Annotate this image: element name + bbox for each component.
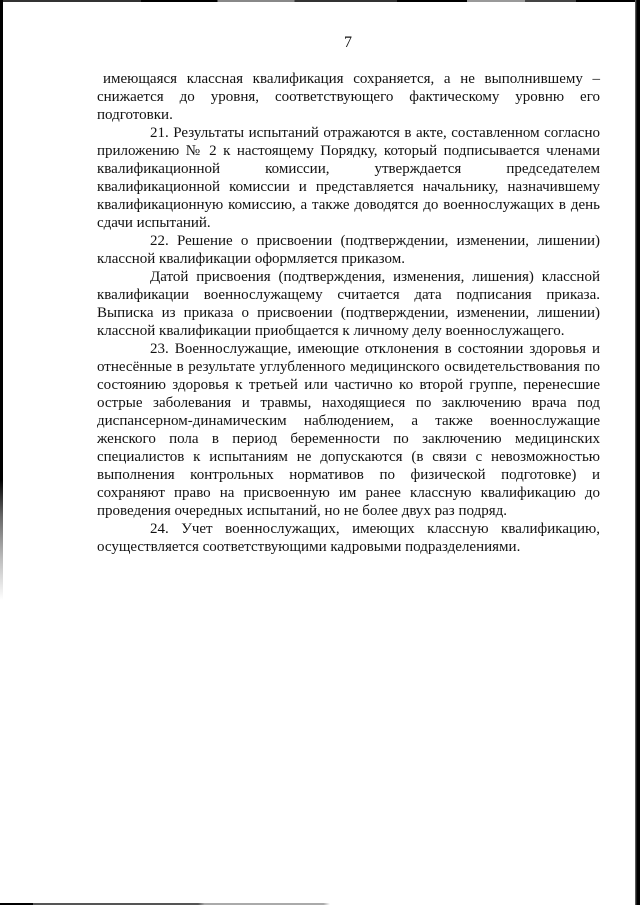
paragraph-continuation: имеющаяся классная квалификация сохраняется, а не выполнившему –снижается до уровня, соответствующего фактическому уровню его подготовки. xyxy=(97,71,600,123)
scan-edge-top xyxy=(0,0,640,2)
paragraph-22: 22. Решение о присвоении (подтверждении, изменении, лишении) классной квалификации оформляется приказом. xyxy=(97,233,600,267)
paragraph-24: 24. Учет военнослужащих, имеющих классную квалификацию, осуществляется соответствующими кадровыми подразделениями. xyxy=(97,521,600,555)
document-body xyxy=(97,70,600,556)
scan-edge-left xyxy=(0,0,3,600)
scan-edge-right xyxy=(635,0,640,905)
page-number: 7 xyxy=(344,34,352,51)
paragraph-23: 23. Военнослужащие, имеющие отклонения в состоянии здоровья и отнесённые в результате углубленного медицинского освидетельствования по состоянию здоровья к третьей или частично ко второй группе, перенесшие острые заболевания и травмы, находящиеся по заключению врача под диспансерном-динамическим наблюдением, а также военнослужащие женского пола в период беременности по заключению медицинских специалистов к испытаниям не допускаются (в связи с невозможностью выполнения контрольных нормативов по физической подготовке) и сохраняют право на присвоенную им ранее классную квалификацию до проведения очередных испытаний, но не более двух раз подряд. xyxy=(97,341,600,519)
paragraph-21: 21. Результаты испытаний отражаются в акте, составленном согласно приложению № 2 к настоящему Порядку, который подписывается членами квалификационной комиссии, утверждается председателем квалификационной комиссии и представляется начальнику, назначившему квалификационную комиссию, а также доводятся до военнослужащих в день сдачи испытаний. xyxy=(97,125,600,231)
paragraph-22-date: Датой присвоения (подтверждения, изменения, лишения) классной квалификации военнослужащему считается дата подписания приказа. Выписка из приказа о присвоении (подтверждении, изменении, лишении) классной квалификации приобщается к личному делу военнослужащего. xyxy=(97,269,600,339)
